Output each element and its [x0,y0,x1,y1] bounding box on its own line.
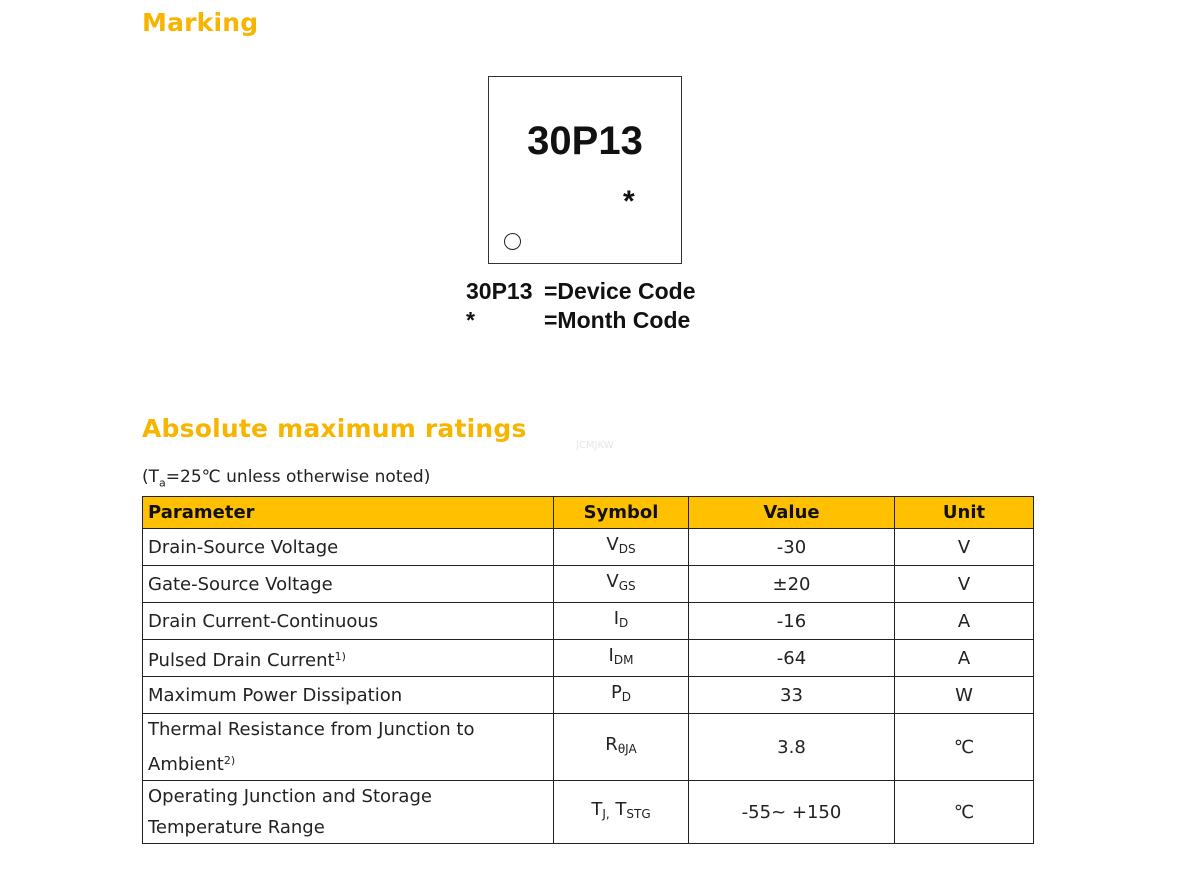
cell-value: -64 [689,640,895,677]
watermark-text: JCMJKW [576,440,614,451]
cell-value: 3.8 [689,714,895,781]
symbol-subscript: D [621,690,632,704]
cell-symbol [554,529,689,566]
cell-unit: V [895,529,1034,566]
cell-parameter [143,677,554,714]
symbol-subscript: J, [602,807,610,821]
symbol-main: P [610,682,622,703]
symbol-main: I [613,608,620,629]
parameter-text: Thermal Resistance from Junction to Ambient [148,719,475,775]
cell-unit: A [895,640,1034,677]
cell-unit: V [895,566,1034,603]
parameter-text: Operating Junction and Storage Temperature Range [148,786,432,838]
cell-symbol [554,603,689,640]
symbol-extra-subscript: STG [626,807,651,821]
table-row [143,603,1034,640]
condition-sub: a [159,476,166,490]
footnote-ref: 2) [223,754,236,767]
cell-parameter [143,603,554,640]
table-row [143,529,1034,566]
symbol-main: V [606,534,619,555]
cell-value: -16 [689,603,895,640]
table-row [143,781,1034,844]
chip-device-code: 30P13 [527,119,643,163]
condition-suffix: =25℃ unless otherwise noted) [165,467,431,487]
chip-month-code-star: * [623,185,635,218]
chip-marking-diagram [488,76,682,264]
cell-value: -30 [689,529,895,566]
legend-key: 30P13 [466,278,533,304]
symbol-main: V [606,571,619,592]
cell-value: ±20 [689,566,895,603]
ratings-title: Absolute maximum ratings [142,414,527,443]
cell-parameter [143,640,554,677]
ratings-condition [142,467,430,489]
table-row [143,714,1034,781]
symbol-main: R [605,734,618,755]
header-symbol: Symbol [554,497,689,529]
ratings-table [142,496,1034,844]
symbol-subscript: θJA [617,742,637,756]
parameter-text: Drain-Source Voltage [148,536,339,558]
footnote-ref: 1) [334,649,346,663]
cell-parameter [143,714,554,781]
pin1-indicator-icon [504,233,521,250]
table-row [143,640,1034,677]
symbol-main: T [591,799,603,820]
cell-unit: W [895,677,1034,714]
table-row [143,566,1034,603]
cell-symbol [554,677,689,714]
cell-value: -55~ +150 [689,781,895,844]
parameter-text: Gate-Source Voltage [148,573,333,595]
parameter-text: Maximum Power Dissipation [148,684,403,706]
cell-unit: A [895,603,1034,640]
table-header-row [143,497,1034,529]
cell-symbol [554,640,689,677]
symbol-main: I [608,645,614,666]
cell-symbol [554,781,689,844]
ratings-body [143,529,1034,844]
condition-prefix: (T [142,467,160,487]
cell-symbol [554,714,689,781]
cell-parameter [143,781,554,844]
header-value: Value [689,497,895,529]
symbol-subscript: DM [613,653,634,667]
legend-row-device-code [466,277,696,306]
parameter-text: Drain Current-Continuous [148,610,379,632]
cell-parameter [143,566,554,603]
table-row [143,677,1034,714]
cell-unit: ℃ [895,714,1034,781]
cell-symbol [554,566,689,603]
symbol-subscript: D [619,616,629,630]
cell-value: 33 [689,677,895,714]
legend-row-month-code [466,306,691,335]
header-unit: Unit [895,497,1034,529]
parameter-text: Pulsed Drain Current [148,649,335,671]
symbol-extra: T [609,799,627,820]
symbol-subscript: DS [618,542,636,556]
marking-legend [466,277,696,335]
header-parameter: Parameter [143,497,554,529]
legend-key: * [466,307,475,333]
symbol-subscript: GS [618,579,636,593]
cell-parameter [143,529,554,566]
cell-unit: ℃ [895,781,1034,844]
marking-title: Marking [142,8,259,37]
legend-value: =Device Code [544,278,696,304]
legend-value: =Month Code [544,307,691,333]
